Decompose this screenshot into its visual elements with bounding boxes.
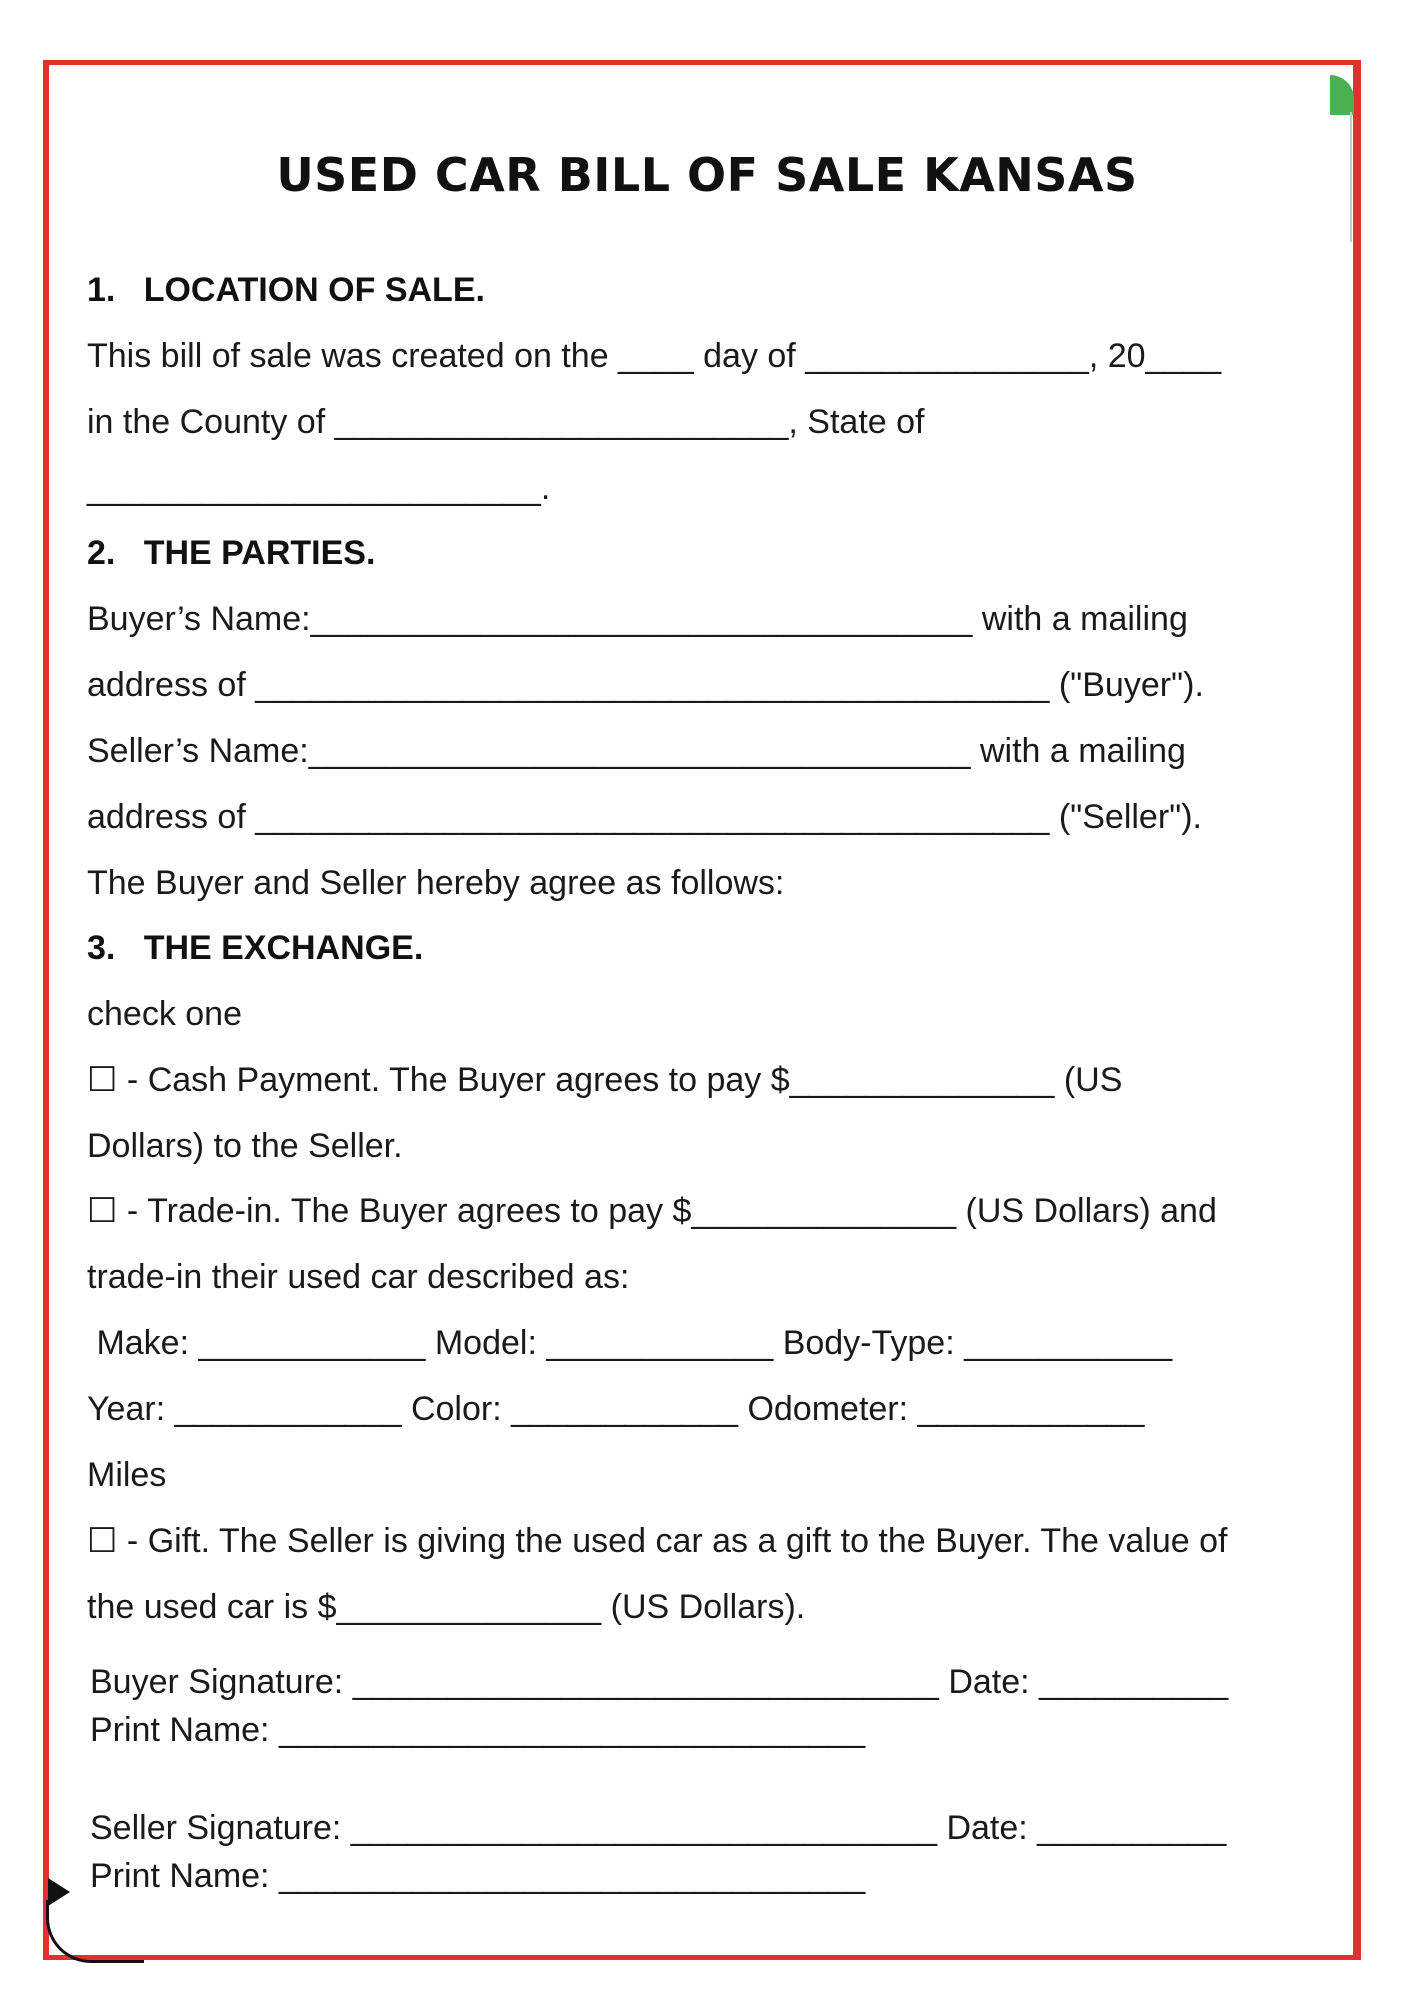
section-heading-exchange: 3. THE EXCHANGE. xyxy=(87,929,424,967)
buyer-print-name-line: Print Name: _______________________________ xyxy=(90,1711,866,1749)
seller-address-line: address of __________________________________________ ("Seller"). xyxy=(87,798,1202,836)
cash-payment-option[interactable]: ☐ - Cash Payment. The Buyer agrees to pay $______________ (US xyxy=(87,1061,1123,1099)
buyer-signature-line: Buyer Signature: _______________________________ Date: __________ xyxy=(90,1663,1229,1701)
seller-name-line: Seller’s Name:___________________________________ with a mailing xyxy=(87,732,1186,770)
section-heading-parties: 2. THE PARTIES. xyxy=(87,534,376,572)
seller-print-name-line: Print Name: _______________________________ xyxy=(90,1857,866,1895)
make-model-line: Make: ____________ Model: ____________ Body-Type: ___________ xyxy=(87,1324,1173,1362)
state-line: ________________________. xyxy=(87,469,551,507)
year-color-line: Year: ____________ Color: ____________ Odometer: ____________ xyxy=(87,1390,1145,1428)
seller-signature-line: Seller Signature: _______________________________ Date: __________ xyxy=(90,1809,1227,1847)
gift-option[interactable]: ☐ - Gift. The Seller is giving the used car as a gift to the Buyer. The value of xyxy=(87,1522,1228,1560)
gift-continued: the used car is $______________ (US Dollars). xyxy=(87,1588,806,1626)
cash-payment-continued: Dollars) to the Seller. xyxy=(87,1127,403,1165)
document-title: USED CAR BILL OF SALE KANSAS xyxy=(276,148,1138,202)
agreement-line: The Buyer and Seller hereby agree as follows: xyxy=(87,864,785,902)
buyer-name-line: Buyer’s Name:___________________________________ with a mailing xyxy=(87,600,1188,638)
trade-in-option[interactable]: ☐ - Trade-in. The Buyer agrees to pay $______________ (US Dollars) and xyxy=(87,1192,1217,1230)
date-line: This bill of sale was created on the ____ day of _______________, 20____ xyxy=(87,337,1222,375)
check-one-label: check one xyxy=(87,995,242,1033)
buyer-address-line: address of __________________________________________ ("Buyer"). xyxy=(87,666,1204,704)
trade-in-continued: trade-in their used car described as: xyxy=(87,1258,630,1296)
section-heading-location: 1. LOCATION OF SALE. xyxy=(87,271,485,309)
miles-label: Miles xyxy=(87,1456,167,1494)
county-line: in the County of ________________________, State of xyxy=(87,403,925,441)
